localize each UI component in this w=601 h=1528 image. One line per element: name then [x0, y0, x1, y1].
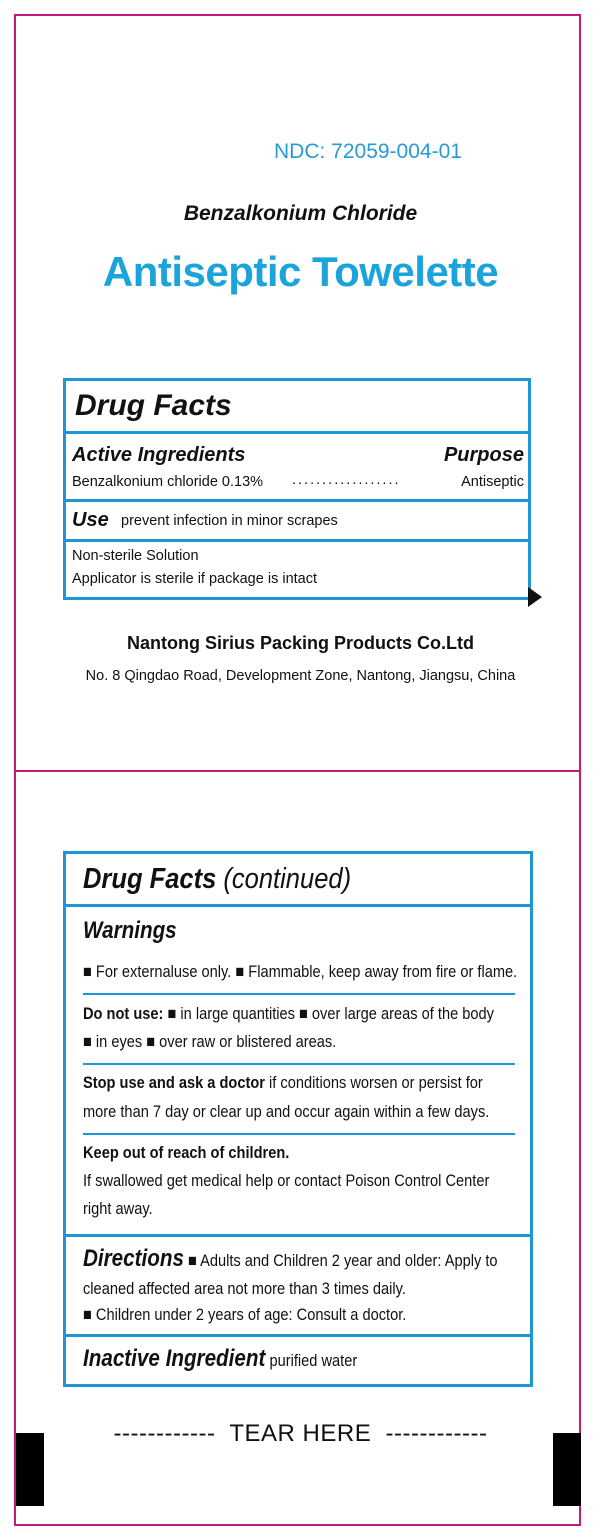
drug-facts-heading: Drug Facts: [75, 389, 232, 422]
company-name: Nantong Sirius Packing Products Co.Ltd: [126, 633, 475, 653]
directions-line-1: [83, 1245, 498, 1273]
directions-text-1: ■ Adults and Children 2 year and older: Apply to: [188, 1251, 498, 1270]
keep-out-label: Keep out of reach of children.: [83, 1143, 290, 1162]
leader-dots: ..................: [292, 472, 401, 488]
arrow-right-icon: [528, 587, 542, 607]
inactive-section: [66, 1337, 530, 1384]
drug-facts-box: [63, 378, 531, 600]
divider: [83, 1063, 515, 1065]
company-address: No. 8 Qingdao Road, Development Zone, Nantong, Jiangsu, China: [85, 668, 516, 684]
product-title: Antiseptic Towelette: [102, 248, 499, 295]
active-ingredients-row: [66, 434, 528, 502]
tear-mark-left: [16, 1433, 44, 1506]
stop-use-text: if conditions worsen or persist for: [269, 1073, 483, 1092]
continued-heading-title: Drug Facts: [83, 863, 217, 895]
directions-section: [66, 1237, 530, 1337]
warning-line: ■ For externaluse only. ■ Flammable, keep away from fire or flame.: [83, 962, 518, 981]
warnings-section: [66, 907, 530, 1237]
ingredient-text: Benzalkonium chloride 0.13%: [72, 474, 264, 490]
drug-facts-continued-box: [63, 851, 533, 1387]
purpose-text: Antiseptic: [461, 474, 524, 490]
do-not-use-label: Do not use:: [83, 1004, 164, 1023]
divider: [83, 993, 515, 995]
directions-line-2: cleaned affected area not more than 3 times daily.: [83, 1279, 406, 1298]
use-text: prevent infection in minor scrapes: [121, 513, 338, 529]
note-non-sterile: Non-sterile Solution: [72, 548, 199, 564]
ndc-code: NDC: 72059-004-01: [274, 140, 462, 163]
notes-row: [66, 542, 528, 597]
warnings-label: Warnings: [83, 917, 177, 944]
do-not-use-line-2: ■ in eyes ■ over raw or blistered areas.: [83, 1032, 337, 1051]
drug-facts-header-row: [66, 381, 528, 434]
tear-here-label[interactable]: ------------ TEAR HERE ------------: [113, 1420, 488, 1447]
stop-use-line-2: more than 7 day or clear up and occur again within a few days.: [83, 1102, 490, 1121]
divider: [83, 1133, 515, 1135]
directions-line-3: ■ Children under 2 years of age: Consult a doctor.: [83, 1305, 407, 1324]
product-subtitle: Benzalkonium Chloride: [183, 202, 418, 225]
tear-mark-right: [553, 1433, 581, 1506]
use-label: Use: [72, 509, 109, 531]
inactive-label: Inactive Ingredient: [83, 1345, 266, 1372]
continued-heading-suffix: (continued): [223, 863, 352, 895]
inactive-line: [83, 1345, 357, 1373]
do-not-use-text: ■ in large quantities ■ over large areas of the body: [167, 1004, 494, 1023]
keep-out-line-2: right away.: [83, 1199, 153, 1218]
purpose-label: Purpose: [443, 444, 524, 466]
stop-use-label: Stop use and ask a doctor: [83, 1073, 265, 1092]
continued-heading: [83, 863, 351, 896]
active-ingredients-label: Active Ingredients: [72, 444, 246, 466]
use-row: [66, 502, 528, 542]
stop-use-line: [83, 1073, 483, 1093]
keep-out-line-1: If swallowed get medical help or contact Poison Control Center: [83, 1171, 490, 1190]
do-not-use-line: [83, 1004, 494, 1024]
continued-header-row: [66, 854, 530, 907]
note-applicator: Applicator is sterile if package is intact: [72, 571, 317, 587]
directions-label: Directions: [83, 1245, 184, 1272]
inactive-text: purified water: [269, 1351, 358, 1370]
